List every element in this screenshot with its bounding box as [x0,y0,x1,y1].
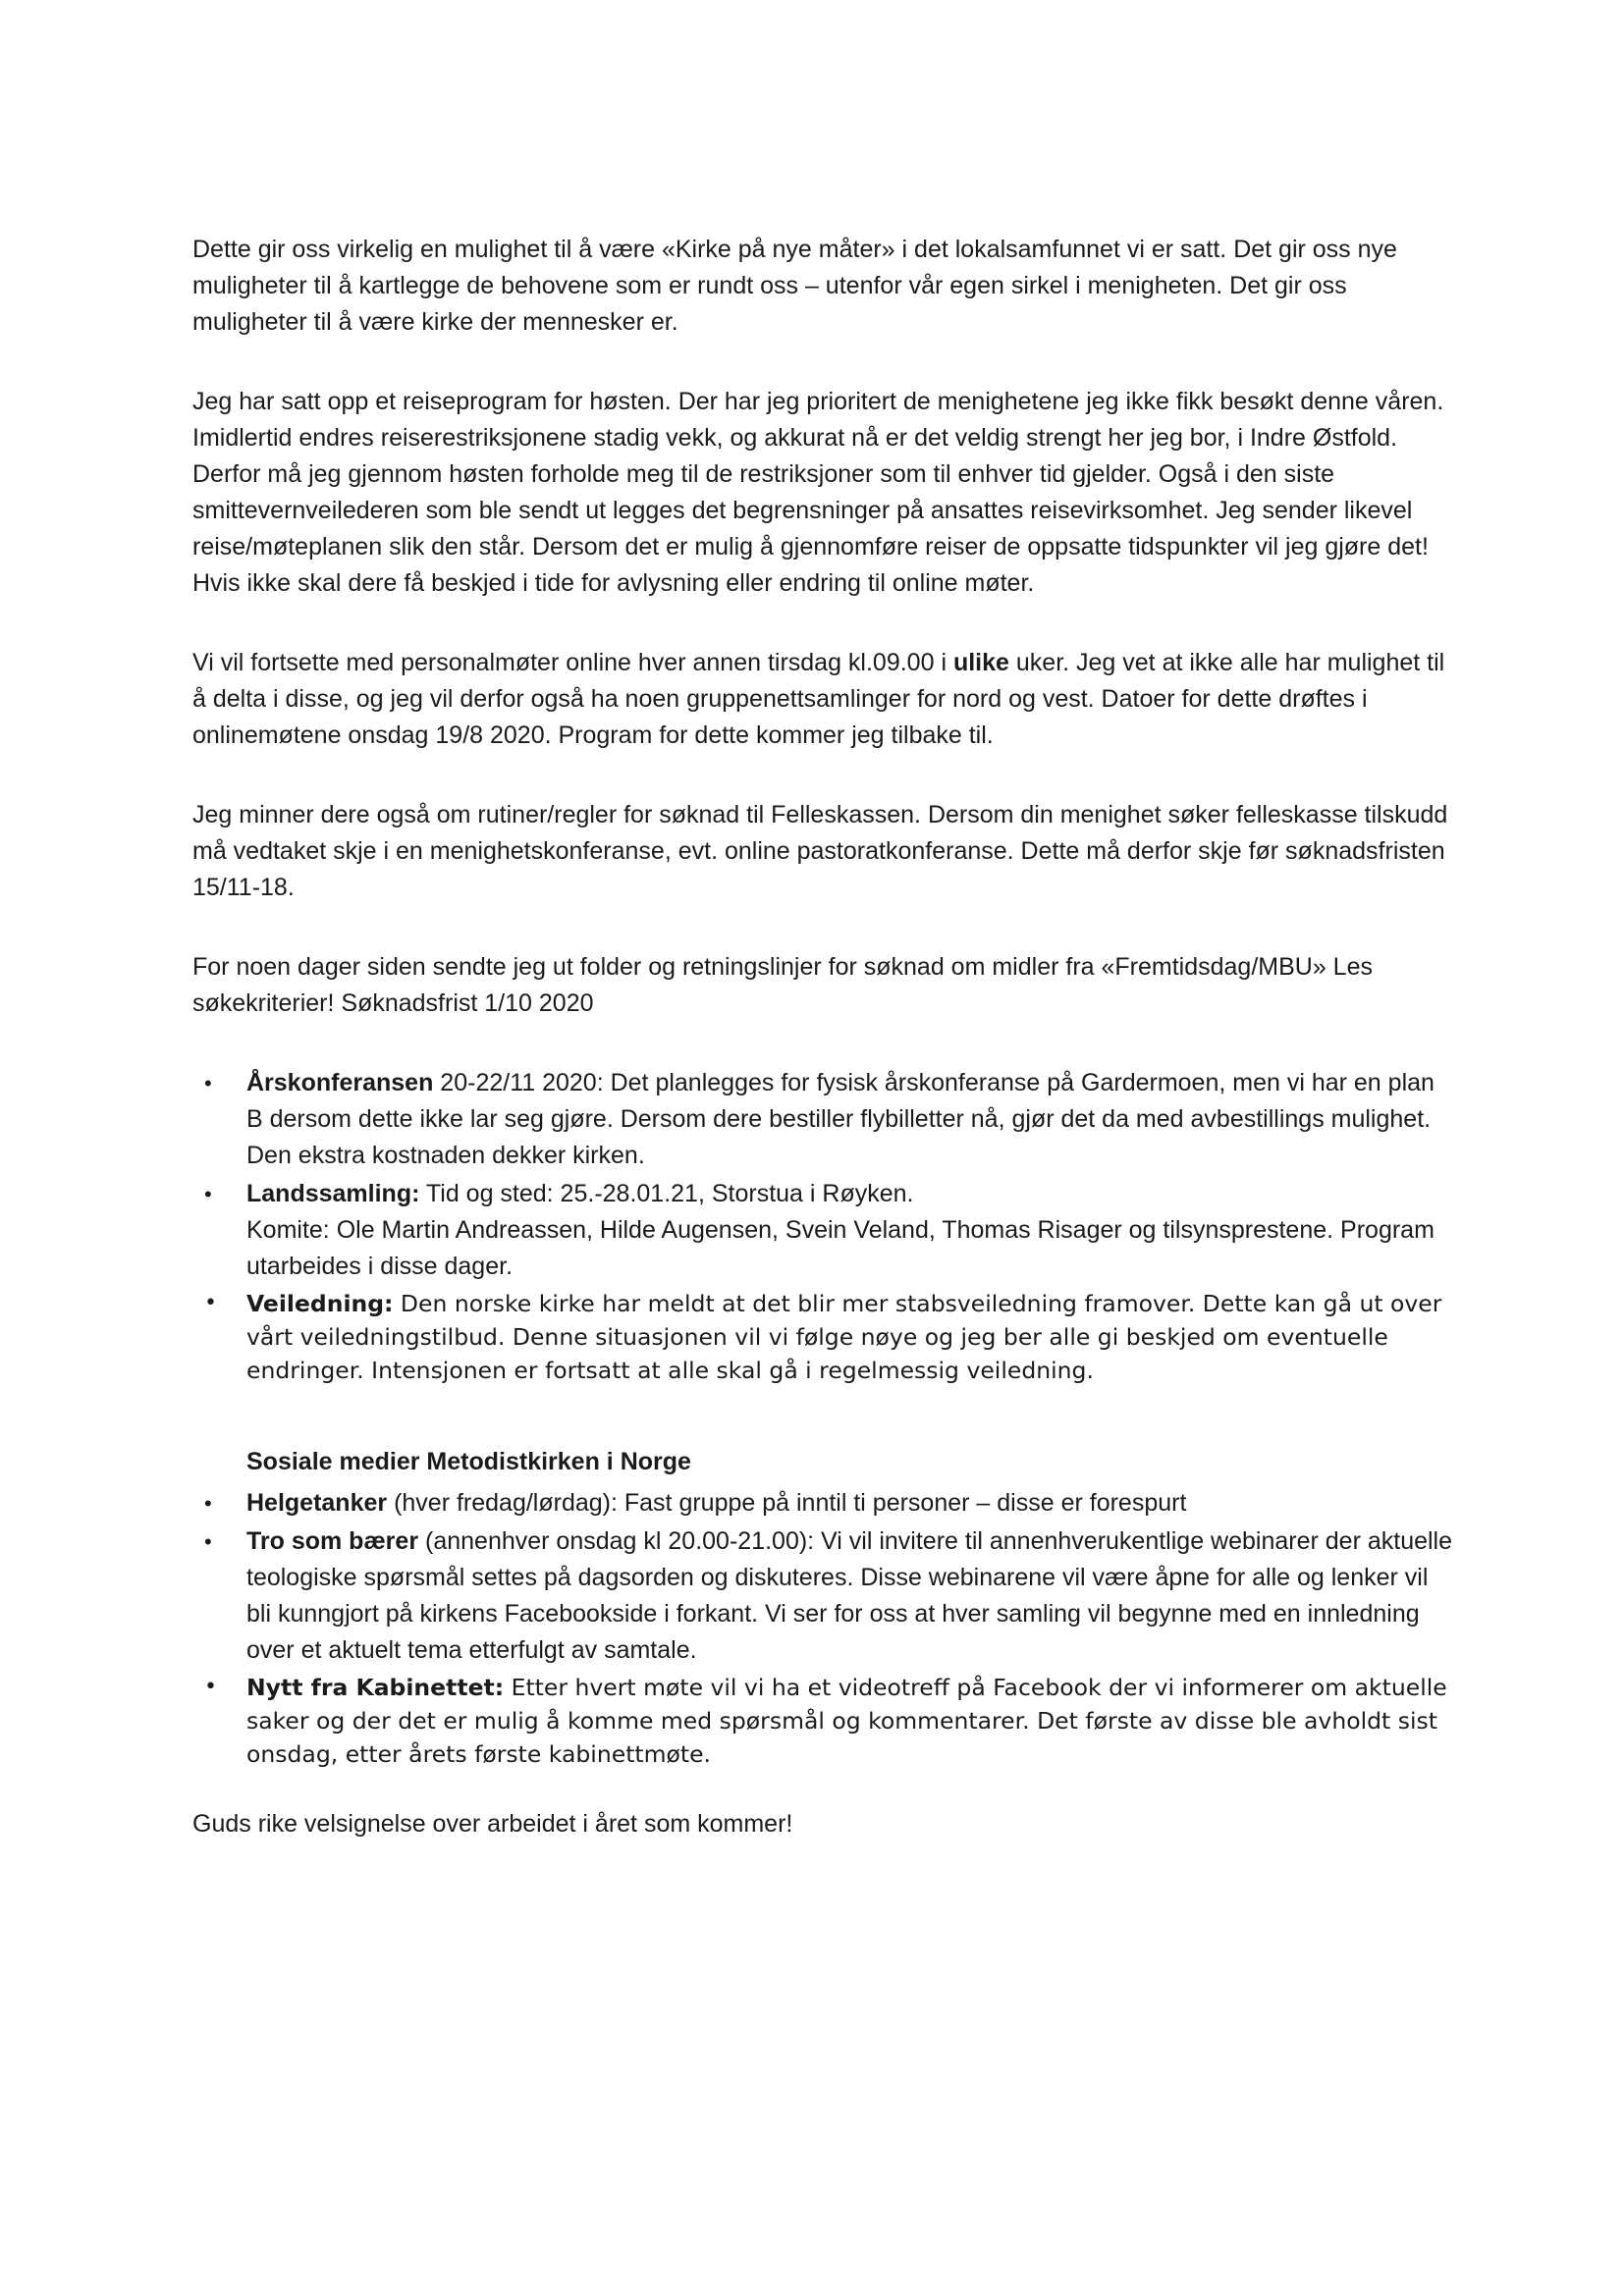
section-heading-social-media [246,1444,1455,1480]
paragraph-text: Dette gir oss virkelig en mulighet til å være «Kirke på nye måter» i det lokalsamfunnet vi er satt. Det gir oss nye muligheter til å kartlegge de behovene som er rundt oss – utenfor vår egen sirkel i menigheten. Det gir oss muligheter til å være kirke der mennesker er. [192,236,1397,336]
list-item-lead: Veiledning: [246,1290,394,1317]
list-item-line2: Komite: Ole Martin Andreassen, Hilde Augensen, Svein Veland, Thomas Risager og tilsynsprestene. Program utarbeides i disse dager. [246,1216,1435,1280]
paragraph-fremtidsdag [192,949,1455,1022]
closing-text: Guds rike velsignelse over arbeidet i året som kommer! [192,1810,793,1838]
list-item-lead: Årskonferansen [246,1069,434,1096]
list-item-text [246,1523,1455,1669]
heading-text: Sosiale medier Metodistkirken i Norge [246,1448,691,1475]
list-item-text [246,1176,1455,1285]
paragraph-text: Vi vil fortsette med personalmøter online hver annen tirsdag kl.09.00 i [192,649,953,676]
paragraph-felleskassen [192,797,1455,906]
paragraph-intro [192,232,1455,341]
paragraph-text: Jeg har satt opp et reiseprogram for høsten. Der har jeg prioritert de menighetene jeg ikke fikk besøkt denne våren. Imidlertid endres reiserestriksjonene stadig vekk, og akkurat nå er det veldig strengt her jeg bor, i Indre Østfold. Derfor må jeg gjennom høsten forholde meg til de restriksjoner som til enhver tid gjelder. Også i den siste smittevernveilederen som ble sendt ut legges det begrensninger på ansattes reisevirksomhet. Jeg sender likevel reise/møteplanen slik den står. Dersom det er mulig å gjennomføre reiser de oppsatte tidspunkter vil jeg gjøre det! Hvis ikke skal dere få beskjed i tide for avlysning eller endring til online møter. [192,388,1444,597]
list-item-text [246,1485,1455,1522]
list-item-text [246,1287,1455,1387]
list-item-rest: (annenhver onsdag kl 20.00-21.00): Vi vil invitere til annenhverukentlige webinarer der aktuelle teologiske spørsmål settes på dagsorden og diskuteres. Disse webinarene vil være åpne for alle og lenker vil bli kunngjort på kirkens Facebookside i forkant. Vi ser for oss at hver samling vil begynne med en innledning over et aktuelt tema etterfulgt av samtale. [246,1527,1453,1664]
document-body [192,232,1455,1842]
list-item-lead: Landssamling: [246,1180,420,1207]
bullet-icon: • [204,1182,212,1206]
list-item-rest: Etter hvert møte vil vi ha et videotreff på Facebook der vi informerer om aktuelle saker og der det er mulig å komme med spørsmål og kommentarer. Det første av disse ble avholdt sist onsdag, etter årets første kabinettmøte. [246,1674,1447,1768]
list-item-rest: 20-22/11 2020: Det planlegges for fysisk årskonferanse på Gardermoen, men vi har en plan B dersom dette ikke lar seg gjøre. Dersom dere bestiller flybilletter nå, gjør det da med avbestillings mulighet. Den ekstra kostnaden dekker kirken. [246,1069,1435,1169]
list-item-lead: Tro som bærer [246,1527,419,1555]
list-item-helgetanker [192,1485,1455,1522]
paragraph-text: For noen dager siden sendte jeg ut folder og retningslinjer for søknad om midler fra «Fremtidsdag/MBU» Les søkekriterier! Søknadsfrist 1/10 2020 [192,953,1373,1017]
paragraph-text: uker. Jeg vet at ikke alle har mulighet til å delta i disse, og jeg vil derfor også ha noen gruppenettsamlinger for nord og vest. Datoer for dette drøftes i onlinemøtene onsdag 19/8 2020. Program for dette kommer jeg tilbake til. [192,649,1445,749]
list-item-rest: (hver fredag/lørdag): Fast gruppe på inntil ti personer – disse er forespurt [387,1489,1187,1517]
paragraph-staff-meetings [192,645,1455,754]
list-item-landssamling [192,1176,1455,1285]
list-item-text [246,1671,1455,1771]
bold-word: ulike [952,649,1009,676]
bullet-icon: • [204,1675,217,1699]
list-item-rest: Tid og sted: 25.-28.01.21, Storstua i Røyken. [419,1180,914,1207]
closing-line [192,1806,1455,1842]
list-item-lead: Nytt fra Kabinettet: [246,1674,505,1701]
list-item-lead: Helgetanker [246,1489,388,1517]
bullet-icon: • [204,1529,212,1554]
paragraph-text: Jeg minner dere også om rutiner/regler for søknad til Felleskassen. Dersom din menighet søker felleskasse tilskudd må vedtaket skje i en menighetskonferanse, evt. online pastoratkonferanse. Dette må derfor skje før søknadsfristen 15/11-18. [192,801,1448,901]
bullet-icon: • [204,1071,212,1095]
bullet-list-social-media [192,1485,1455,1771]
bullet-list-events [192,1065,1455,1387]
list-item-text [246,1065,1455,1174]
list-item-veiledning [192,1287,1455,1387]
paragraph-travel-plan [192,384,1455,602]
list-item-rest: Den norske kirke har meldt at det blir mer stabsveiledning framover. Dette kan gå ut over vårt veiledningstilbud. Denne situasjonen vil vi følge nøye og jeg ber alle gi beskjed om eventuelle endringer. Intensjonen er fortsatt at alle skal gå i regelmessig veiledning. [246,1290,1442,1384]
list-item-tro-som-baerer [192,1523,1455,1669]
bullet-icon: • [204,1491,212,1516]
list-item-arskonferansen [192,1065,1455,1174]
bullet-icon: • [204,1291,217,1315]
list-item-nytt-fra-kabinettet [192,1671,1455,1771]
